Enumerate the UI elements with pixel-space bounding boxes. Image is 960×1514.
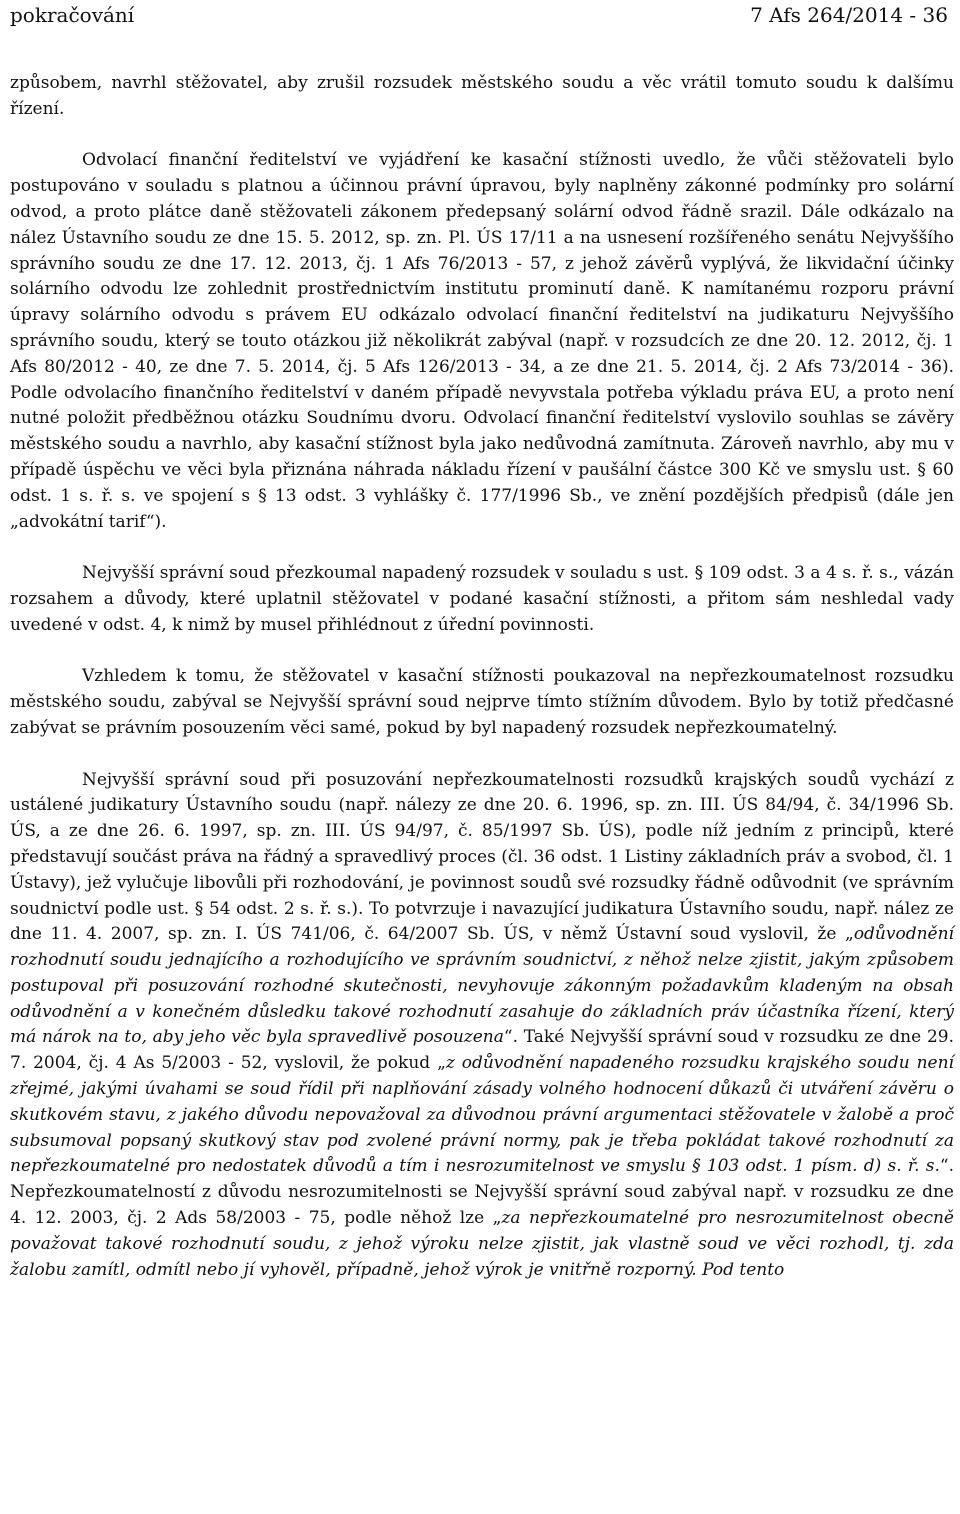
quote-italic: odůvodnění rozhodnutí soudu jednajícího a rozhodujícího ve správním soudnictví, z něhož nelze zjistit, jakým způsobem postupoval při posuzování rozhodné skutečnosti, nevyhovuje zákonným požadavkům kladeným na obsah odůvodnění a v konečném důsledku takové rozhodnutí zasahuje do základních práv účastníka řízení, který má nárok na to, aby jeho věc byla spravedlivě posouzena [10, 924, 954, 1048]
paragraph-text: Nejvyšší správní soud při posuzování nepřezkoumatelnosti rozsudků krajských soudů vychází z ustálené judikatury Ústavního soudu (např. nálezy ze dne 20. 6. 1996, sp. zn. III. ÚS 84/94, č. 34/1996 Sb. ÚS, a ze dne 26. 6. 1997, sp. zn. III. ÚS 94/97, č. 85/1997 Sb. ÚS), podle níž jedním z principů, které představují součást práva na řádný a spravedlivý proces (čl. 36 odst. 1 Listiny základních práv a svobod, čl. 1 Ústavy), jež vylučuje libovůli při rozhodování, je povinnost soudů své rozsudky řádně odůvodnit (ve správním soudnictví podle ust. § 54 odst. 2 s. ř. s.). To potvrzuje i navazující judikatura Ústavního soudu, např. nález ze dne 11. 4. 2007, sp. zn. I. ÚS 741/06, č. 64/2007 Sb. ÚS, v němž Ústavní soud vyslovil, že „ [10, 769, 954, 945]
paragraph-text: “. Nepřezkoumatelností z důvodu nesrozumitelnosti se Nejvyšší správní soud zabýval např. v rozsudku ze dne 4. 12. 2003, čj. 2 Ads 58/2003 - 75, podle něhož lze „ [10, 1156, 954, 1229]
page-header [10, 2, 948, 28]
paragraph [10, 768, 954, 1284]
paragraph-text: Nejvyšší správní soud přezkoumal napadený rozsudek v souladu s ust. § 109 odst. 3 a 4 s. ř. s., vázán rozsahem a důvody, které uplatnil stěžovatel v podané kasační stížnosti, a přitom sám neshledal vady uvedené v odst. 4, k nimž by musel přihlédnout z úřední povinnosti. [10, 563, 954, 635]
paragraph-text: způsobem, navrhl stěžovatel, aby zrušil rozsudek městského soudu a věc vrátil tomuto soudu k dalšímu řízení. [10, 73, 954, 119]
header-continuation-label: pokračování [10, 3, 135, 27]
header-case-number: 7 Afs 264/2014 - 36 [750, 3, 948, 27]
paragraph-text: Odvolací finanční ředitelství ve vyjádření ke kasační stížnosti uvedlo, že vůči stěžovateli bylo postupováno v souladu s platnou a účinnou právní úpravou, byly naplněny zákonné podmínky pro solární odvod, a proto plátce daně stěžovateli zákonem předepsaný solární odvod řádně srazil. Dále odkázalo na nález Ústavního soudu ze dne 15. 5. 2012, sp. zn. Pl. ÚS 17/11 a na usnesení rozšířeného senátu Nejvyššího správního soudu ze dne 17. 12. 2013, čj. 1 Afs 76/2013 - 57, z jehož závěrů vyplývá, že likvidační účinky solárního odvodu lze zohlednit prostřednictvím institutu prominutí daně. K namítanému rozporu právní úpravy solárního odvodu s právem EU odkázalo odvolací finanční ředitelství na judikaturu Nejvyššího správního soudu, který se touto otázkou již několikrát zabýval (např. v rozsudcích ze dne 20. 12. 2012, čj. 1 Afs 80/2012 - 40, ze dne 7. 5. 2014, čj. 5 Afs 126/2013 - 34, a ze dne 21. 5. 2014, čj. 2 Afs 73/2014 - 36). Podle odvolacího finančního ředitelství v daném případě nevyvstala potřeba výkladu práva EU, a proto není nutné položit předběžnou otázku Soudnímu dvoru. Odvolací finanční ředitelství vyslovilo souhlas se závěry městského soudu a navrhlo, aby kasační stížnost byla jako nedůvodná zamítnuta. Zároveň navrhlo, aby mu v případě úspěchu ve věci byla přiznána náhrada nákladu řízení v paušální částce 300 Kč ve smyslu ust. § 60 odst. 1 s. ř. s. ve spojení s § 13 odst. 3 vyhlášky č. 177/1996 Sb., ve znění pozdějších předpisů (dále jen „advokátní tarif“). [10, 150, 954, 532]
paragraph [10, 148, 954, 535]
paragraph-text: “. Také Nejvyšší správní soud v rozsudku ze dne 29. 7. 2004, čj. 4 As 5/2003 - 52, vyslovil, že pokud „ [10, 1027, 954, 1074]
quote-italic: za nepřezkoumatelné pro nesrozumitelnost obecně považovat takové rozhodnutí soudu, z jehož výroku nelze zjistit, jak vlastně soud ve věci rozhodl, tj. zda žalobu zamítl, odmítl nebo jí vyhověl, případně, jehož výrok je vnitřně rozporný. Pod tento [10, 1208, 954, 1280]
document-body [10, 71, 954, 1283]
paragraph-text: Vzhledem k tomu, že stěžovatel v kasační stížnosti poukazoval na nepřezkoumatelnost rozsudku městského soudu, zabýval se Nejvyšší správní soud nejprve tímto stížním důvodem. Bylo by totiž předčasné zabývat se právním posouzením věci samé, pokud by byl napadený rozsudek nepřezkoumatelný. [10, 666, 954, 738]
paragraph [10, 71, 954, 123]
paragraph [10, 561, 954, 638]
quote-italic: z odůvodnění napadeného rozsudku krajského soudu není zřejmé, jakými úvahami se soud řídil při naplňování zásady volného hodnocení důkazů či utváření závěru o skutkovém stavu, z jakého důvodu nepovažoval za důvodnou právní argumentaci stěžovatele v žalobě a proč subsumoval popsaný skutkový stav pod zvolené právní normy, pak je třeba pokládat takové rozhodnutí za nepřezkoumatelné pro nedostatek důvodů a tím i nesrozumitelnost ve smyslu § 103 odst. 1 písm. d) s. ř. s. [10, 1053, 954, 1177]
paragraph [10, 664, 954, 741]
